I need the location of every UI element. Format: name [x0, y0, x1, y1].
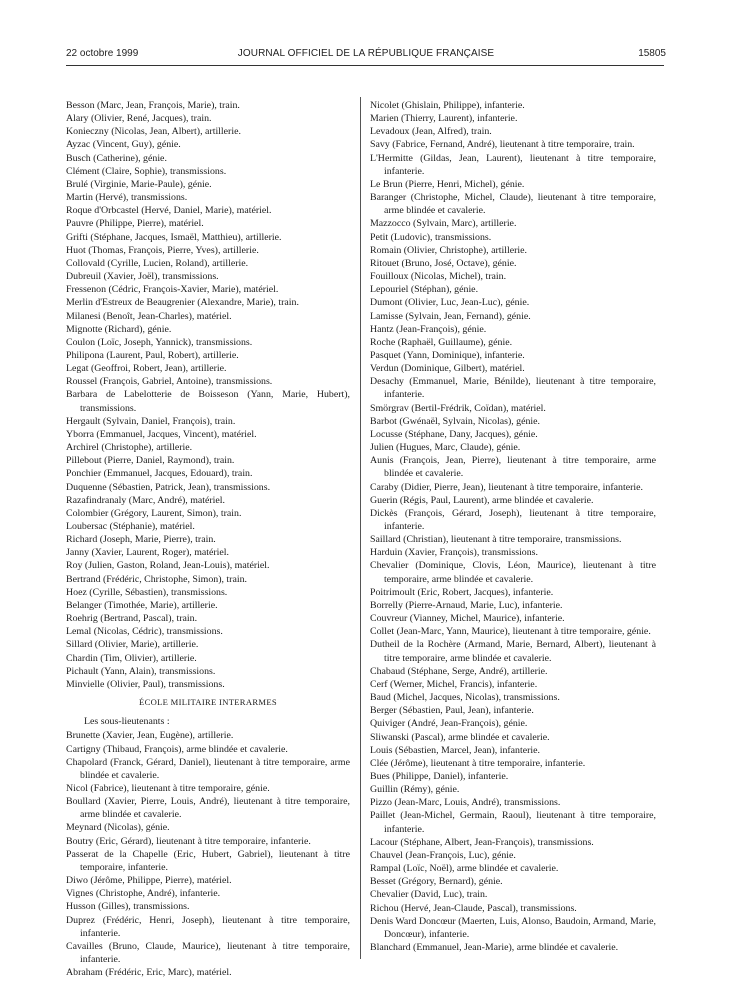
list-item: Julien (Hugues, Marc, Claude), génie.	[370, 442, 521, 454]
list-item: Nicolet (Ghislain, Philippe), infanterie.	[370, 100, 525, 111]
list-item: Chevalier (Dominique, Clovis, Léon, Maurice), lieutenant à titre temporaire, arme blindée et cavalerie.	[370, 560, 656, 585]
right-column	[370, 99, 656, 954]
list-item: Merlin d'Estreux de Beaugrenier (Alexandre, Marie), train.	[66, 297, 299, 309]
list-item: Denis Ward Doncœur (Maerten, Luis, Alonso, Baudoin, Armand, Marie, Doncœur), infanterie.	[370, 915, 656, 940]
list-item: Brunette (Xavier, Jean, Eugène), artillerie.	[66, 730, 234, 742]
list-item: Milanesi (Benoît, Jean-Charles), matériel.	[66, 310, 232, 322]
list-item: Clément (Claire, Sophie), transmissions.	[66, 165, 227, 177]
list-item: Quiviger (André, Jean-François), génie.	[370, 718, 528, 730]
list-item: Archirel (Christophe), artillerie.	[66, 442, 193, 454]
header-title: JOURNAL OFFICIEL DE LA RÉPUBLIQUE FRANÇAISE	[237, 48, 495, 59]
list-item: Marien (Thierry, Laurent), infanterie.	[370, 113, 518, 125]
list-item: Mazzocco (Sylvain, Marc), artillerie.	[370, 218, 517, 230]
list-item: Chapolard (Franck, Gérard, Daniel), lieutenant à titre temporaire, arme blindée et cavalerie.	[66, 756, 350, 781]
list-item: Aunis (François, Jean, Pierre), lieutenant à titre temporaire, arme blindée et cavalerie.	[370, 455, 656, 480]
list-item: Louis (Sébastien, Marcel, Jean), infanterie.	[370, 744, 541, 756]
list-item: Couvreur (Vianney, Michel, Maurice), infanterie.	[370, 613, 565, 625]
list-item: Romain (Olivier, Christophe), artillerie.	[370, 244, 528, 256]
list-item: Roy (Julien, Gaston, Roland, Jean-Louis), matériel.	[66, 560, 270, 572]
list-item: Caraby (Didier, Pierre, Jean), lieutenant à titre temporaire, infanterie.	[370, 481, 643, 493]
list-item: Boullard (Xavier, Pierre, Louis, André), lieutenant à titre temporaire, arme blindée et cavalerie.	[66, 796, 350, 821]
list-item: Saillard (Christian), lieutenant à titre temporaire, transmissions.	[370, 534, 622, 546]
list-item: Boutry (Eric, Gérard), lieutenant à titre temporaire, infanterie.	[66, 835, 311, 847]
list-item: Baranger (Christophe, Michel, Claude), lieutenant à titre temporaire, arme blindée et cavalerie.	[370, 192, 656, 217]
column-divider	[360, 97, 361, 959]
list-item: Desachy (Emmanuel, Marie, Bénilde), lieutenant à titre temporaire, infanterie.	[370, 376, 656, 401]
list-item: Colombier (Grégory, Laurent, Simon), train.	[66, 507, 242, 519]
list-item: Minvielle (Olivier, Paul), transmissions.	[66, 678, 225, 690]
list-item: Abraham (Frédéric, Eric, Marc), matériel.	[66, 967, 232, 979]
list-item: Hergault (Sylvain, Daniel, François), train.	[66, 415, 236, 427]
list-item: Savy (Fabrice, Fernand, André), lieutenant à titre temporaire, train.	[370, 139, 635, 151]
list-item: Richou (Hervé, Jean-Claude, Pascal), transmissions.	[370, 902, 577, 914]
list-item: Guerin (Régis, Paul, Laurent), arme blindée et cavalerie.	[370, 494, 594, 506]
list-item: Mignotte (Richard), génie.	[66, 323, 172, 335]
list-item: Paillet (Jean-Michel, Germain, Raoul), lieutenant à titre temporaire, infanterie.	[370, 810, 656, 835]
section-title: ÉCOLE MILITAIRE INTERARMES	[139, 697, 277, 708]
list-item: Grifti (Stéphane, Jacques, Ismaël, Matthieu), artillerie.	[66, 231, 282, 243]
list-item: Barbot (Gwénaël, Sylvain, Nicolas), génie.	[370, 415, 541, 427]
list-item: Roussel (François, Gabriel, Antoine), transmissions.	[66, 376, 273, 388]
list-item: Le Brun (Pierre, Henri, Michel), génie.	[370, 178, 525, 190]
list-item: Martin (Hervé), transmissions.	[66, 192, 188, 204]
list-item: Loubersac (Stéphanie), matériel.	[66, 521, 195, 532]
list-item: Berger (Sébastien, Paul, Jean), infanterie.	[370, 705, 534, 717]
list-item: L'Hermitte (Gildas, Jean, Laurent), lieutenant à titre temporaire, infanterie.	[370, 152, 656, 177]
list-item: Fressenon (Cédric, François-Xavier, Marie), matériel.	[66, 284, 279, 296]
list-item: Vignes (Christophe, André), infanterie.	[66, 888, 221, 900]
list-item: Smörgrav (Bertil-Frédrik, Coïdan), matériel.	[370, 402, 546, 414]
list-item: Borrelly (Pierre-Arnaud, Marie, Luc), infanterie.	[370, 599, 563, 611]
list-item: Baud (Michel, Jacques, Nicolas), transmissions.	[370, 692, 560, 704]
list-item: Locusse (Stéphane, Dany, Jacques), génie.	[370, 428, 538, 440]
list-item: Chabaud (Stéphane, Serge, André), artillerie.	[370, 665, 548, 677]
list-item: Janny (Xavier, Laurent, Roger), matériel.	[66, 547, 230, 559]
list-item: Lemal (Nicolas, Cédric), transmissions.	[66, 626, 223, 638]
list-item: Harduin (Xavier, François), transmissions.	[370, 547, 538, 559]
list-item: Collet (Jean-Marc, Yann, Maurice), lieutenant à titre temporaire, génie.	[370, 626, 651, 638]
list-item: Guillin (Rémy), génie.	[370, 784, 460, 796]
list-item: Besset (Grégory, Bernard), génie.	[370, 876, 503, 888]
list-item: Cerf (Werner, Michel, Francis), infanterie.	[370, 678, 538, 690]
list-item: Besson (Marc, Jean, François, Marie), train.	[66, 100, 240, 111]
right-entry-list	[370, 99, 656, 954]
page-header	[66, 48, 666, 64]
list-item: Coulon (Loïc, Joseph, Yannick), transmissions.	[66, 336, 253, 348]
list-item: Hantz (Jean-François), génie.	[370, 323, 487, 335]
left-entry-list	[66, 99, 350, 691]
list-item: Pasquet (Yann, Dominique), infanterie.	[370, 349, 525, 361]
section-subhead: Les sous-lieutenants :	[84, 716, 170, 728]
list-item: Cartigny (Thibaud, François), arme blindée et cavalerie.	[66, 743, 288, 755]
list-item: Husson (Gilles), transmissions.	[66, 901, 190, 913]
list-item: Richard (Joseph, Marie, Pierre), train.	[66, 534, 216, 546]
list-item: Chardin (Tim, Olivier), artillerie.	[66, 652, 197, 664]
list-item: Roche (Raphaël, Guillaume), génie.	[370, 336, 513, 348]
list-item: Pichault (Yann, Alain), transmissions.	[66, 665, 216, 677]
list-item: Yborra (Emmanuel, Jacques, Vincent), matériel.	[66, 428, 257, 440]
list-item: Dutheil de la Rochère (Armand, Marie, Bernard, Albert), lieutenant à titre temporaire, arme blindée et cavalerie.	[370, 639, 656, 664]
list-item: Rampal (Loïc, Noël), arme blindée et cavalerie.	[370, 863, 559, 875]
list-item: Philipona (Laurent, Paul, Robert), artillerie.	[66, 349, 239, 361]
list-item: Poitrimoult (Eric, Robert, Jacques), infanterie.	[370, 586, 554, 598]
list-item: Sillard (Olivier, Marie), artillerie.	[66, 639, 199, 651]
list-item: Nicol (Fabrice), lieutenant à titre temporaire, génie.	[66, 782, 270, 794]
list-item: Verdun (Dominique, Gilbert), matériel.	[370, 363, 525, 375]
list-item: Pizzo (Jean-Marc, Louis, André), transmissions.	[370, 797, 561, 809]
list-item: Lacour (Stéphane, Albert, Jean-François), transmissions.	[370, 836, 594, 848]
list-item: Blanchard (Emmanuel, Jean-Marie), arme blindée et cavalerie.	[370, 942, 619, 953]
list-item: Cavailles (Bruno, Claude, Maurice), lieutenant à titre temporaire, infanterie.	[66, 940, 350, 965]
list-item: Passerat de la Chapelle (Eric, Hubert, Gabriel), lieutenant à titre temporaire, infanterie.	[66, 848, 350, 873]
list-item: Duprez (Frédéric, Henri, Joseph), lieutenant à titre temporaire, infanterie.	[66, 914, 350, 939]
list-item: Duquenne (Sébastien, Patrick, Jean), transmissions.	[66, 481, 271, 493]
list-item: Dubreuil (Xavier, Joël), transmissions.	[66, 271, 219, 283]
left-column	[66, 99, 350, 979]
list-item: Levadoux (Jean, Alfred), train.	[370, 126, 492, 138]
list-item: Legat (Geoffroi, Robert, Jean), artillerie.	[66, 363, 227, 375]
list-item: Pauvre (Philippe, Pierre), matériel.	[66, 218, 204, 230]
list-item: Huot (Thomas, François, Pierre, Yves), artillerie.	[66, 244, 259, 256]
list-item: Dickès (François, Gérard, Joseph), lieutenant à titre temporaire, infanterie.	[370, 507, 656, 532]
list-item: Konieczny (Nicolas, Jean, Albert), artillerie.	[66, 126, 241, 138]
header-rule	[66, 65, 664, 66]
list-item: Razafindranaly (Marc, André), matériel.	[66, 494, 226, 506]
list-item: Dumont (Olivier, Luc, Jean-Luc), génie.	[370, 297, 530, 309]
list-item: Belanger (Timothée, Marie), artillerie.	[66, 599, 218, 611]
section-entry-list	[66, 729, 350, 979]
list-item: Roehrig (Bertrand, Pascal), train.	[66, 613, 198, 625]
list-item: Alary (Olivier, René, Jacques), train.	[66, 113, 212, 125]
page-number: 15805	[638, 48, 666, 59]
list-item: Ayzac (Vincent, Guy), génie.	[66, 139, 181, 151]
list-item: Roque d'Orbcastel (Hervé, Daniel, Marie), matériel.	[66, 205, 272, 217]
header-date: 22 octobre 1999	[66, 48, 139, 59]
list-item: Chauvel (Jean-François, Luc), génie.	[370, 849, 516, 861]
list-item: Diwo (Jérôme, Philippe, Pierre), matériel.	[66, 875, 232, 887]
list-item: Petit (Ludovic), transmissions.	[370, 231, 492, 243]
list-item: Fouilloux (Nicolas, Michel), train.	[370, 271, 507, 283]
list-item: Chevalier (David, Luc), train.	[370, 889, 488, 901]
list-item: Meynard (Nicolas), génie.	[66, 822, 170, 834]
list-item: Ritouet (Bruno, José, Octave), génie.	[370, 257, 517, 269]
list-item: Collovald (Cyrille, Lucien, Roland), artillerie.	[66, 257, 249, 269]
list-item: Clée (Jérôme), lieutenant à titre temporaire, infanterie.	[370, 757, 586, 769]
list-item: Lamisse (Sylvain, Jean, Fernand), génie.	[370, 310, 531, 322]
list-item: Ponchier (Emmanuel, Jacques, Edouard), train.	[66, 468, 253, 480]
list-item: Lepouriel (Stéphan), génie.	[370, 284, 479, 296]
list-item: Bues (Philippe, Daniel), infanterie.	[370, 770, 509, 782]
list-item: Hoez (Cyrille, Sébastien), transmissions.	[66, 586, 228, 598]
list-item: Bertrand (Frédéric, Christophe, Simon), train.	[66, 573, 247, 585]
list-item: Sliwanski (Pascal), arme blindée et cavalerie.	[370, 731, 550, 743]
list-item: Brulé (Virginie, Marie-Paule), génie.	[66, 178, 212, 190]
list-item: Pillebout (Pierre, Daniel, Raymond), train.	[66, 455, 235, 467]
list-item: Barbara de Labelotterie de Boisseson (Yann, Marie, Hubert), transmissions.	[66, 389, 350, 414]
list-item: Busch (Catherine), génie.	[66, 152, 167, 164]
